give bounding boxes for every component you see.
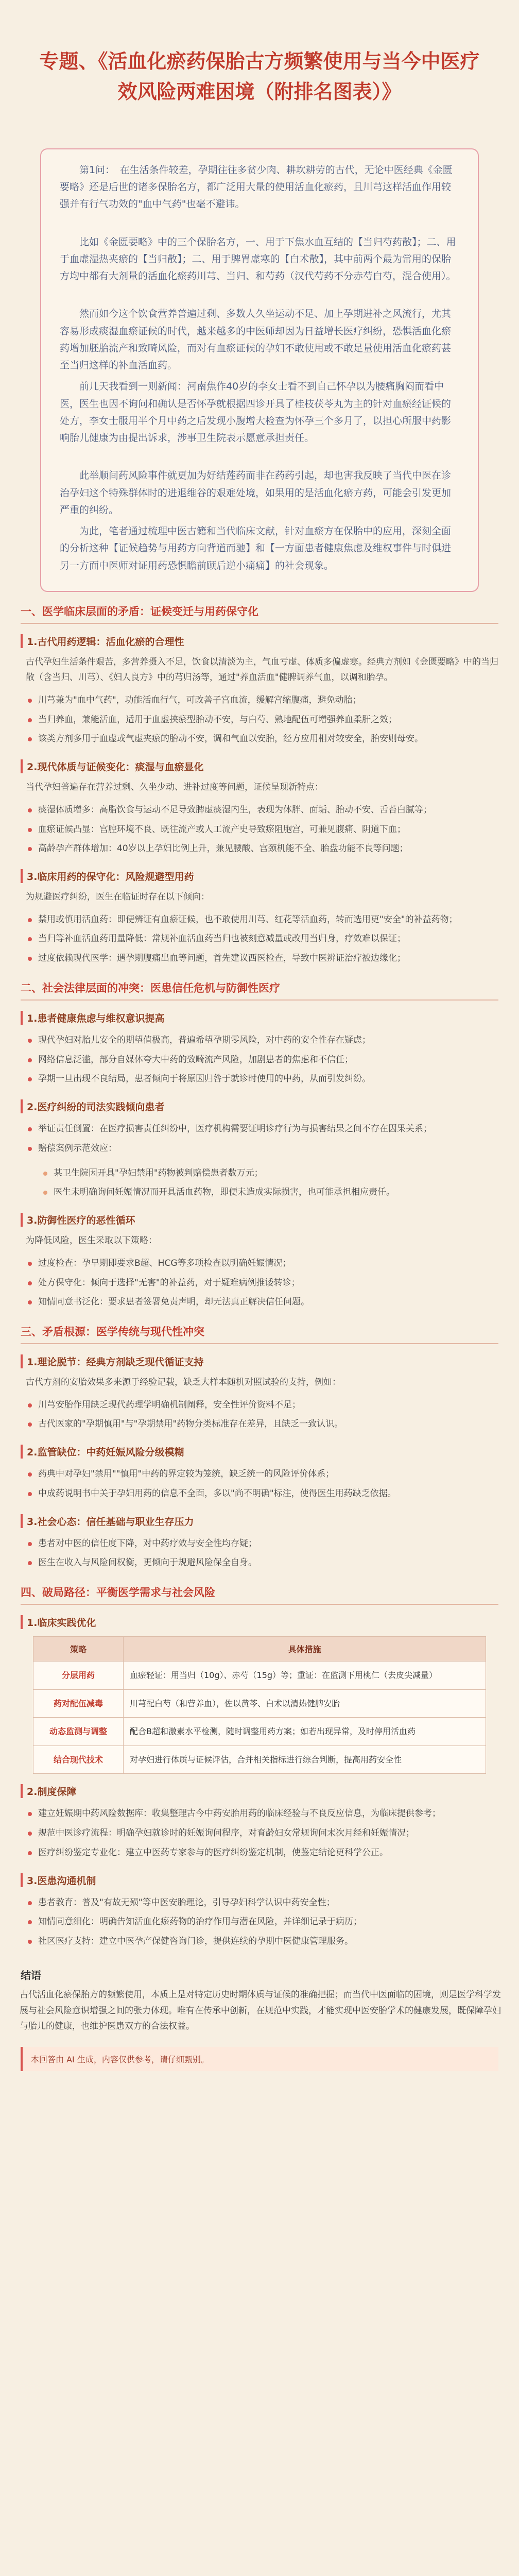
subsection-title: 2.医疗纠纷的司法实践倾向患者 xyxy=(21,1099,498,1113)
list-item: 川芎安胎作用缺乏现代药理学明确机制阐释，安全性评价资料不足； xyxy=(26,1396,498,1415)
list-item: 医生在收入与风险间权衡，更倾向于规避风险保全自身。 xyxy=(26,1553,498,1573)
paragraph: 古代方剂的安胎效果多来源于经验记载，缺乏大样本随机对照试验的支持，例如： xyxy=(26,1377,341,1387)
list-item: 建立妊娠期中药风险数据库：收集整理古今中药安胎用药的临床经验与不良反应信息，为临床提供参考； xyxy=(26,1804,498,1824)
list-item: 痰湿体质增多：高脂饮食与运动不足导致脾虚痰湿内生，表现为体胖、面垢、胎动不安、舌苔白腻等； xyxy=(26,801,498,820)
list-item: 古代医家的"孕期慎用"与"孕期禁用"药物分类标准存在差异，且缺乏一致认识。 xyxy=(26,1415,498,1434)
table-cell: 结合现代技术 xyxy=(33,1745,124,1774)
list-item: 知情同意细化：明确告知活血化瘀药物的治疗作用与潜在风险，并详细记录于病历； xyxy=(26,1912,498,1932)
bullet-list xyxy=(21,801,498,859)
list-item: 药典中对孕妇"禁用""慎用"中药的界定较为笼统，缺乏统一的风险评价体系； xyxy=(26,1465,498,1484)
list-item: 某卫生院因开具"孕妇禁用"药物被判赔偿患者数万元； xyxy=(41,1164,498,1183)
list-item: 医生未明确询问妊娠情况而开具活血药物，即便未造成实际损害，也可能承担相应责任。 xyxy=(41,1183,498,1202)
nested-bullet-list xyxy=(21,1164,498,1203)
paragraph: 为降低风险，医生采取以下策略： xyxy=(26,1235,157,1246)
subsection-title: 1.患者健康焦虑与维权意识提高 xyxy=(21,1011,498,1025)
list-item: 举证责任倒置：在医疗损害责任纠纷中，医疗机构需要证明诊疗行为与损害结果之间不存在因果关系； xyxy=(26,1120,498,1139)
section-2 xyxy=(14,980,505,1312)
bullet-list xyxy=(21,1254,498,1312)
list-item: 社区医疗支持：建立中医孕产保健咨询门诊，提供连续的孕期中医健康管理服务。 xyxy=(26,1932,498,1952)
section-1 xyxy=(14,603,505,969)
list-item: 规范中医诊疗流程：明确孕妇就诊时的妊娠询问程序，对育龄妇女常规询问末次月经和妊娠情况； xyxy=(26,1824,498,1843)
paragraph: 当代孕妇普遍存在营养过剩、久坐少动、进补过度等问题，证候呈现新特点： xyxy=(26,782,323,793)
list-item: 患者对中医的信任度下降，对中药疗效与安全性均存疑； xyxy=(26,1534,498,1554)
list-item: 医疗纠纷鉴定专业化：建立中医药专家参与的医疗纠纷鉴定机制，使鉴定结论更科学公正。 xyxy=(26,1843,498,1863)
list-item: 血瘀证候凸显：宫腔环境不良、既往流产或人工流产史导致瘀阻胞宫，可兼见腹痛、阴道下血； xyxy=(26,820,498,840)
list-item: 赔偿案例示范效应： xyxy=(26,1139,498,1159)
table-row xyxy=(33,1689,486,1718)
ai-disclaimer-note: 本回答由 AI 生成，内容仅供参考，请仔细甄别。 xyxy=(21,2047,498,2071)
list-item: 过度检查：孕早期即要求B超、HCG等多项检查以明确妊娠情况； xyxy=(26,1254,498,1274)
bullet-list xyxy=(21,1534,498,1573)
title-block xyxy=(14,10,505,128)
table-row xyxy=(33,1662,486,1690)
intro-paragraph: 前几天我看到一则新闻：河南焦作40岁的李女士看不到自己怀孕以为腰痛胸闷而看中医，医生也因不询问和确认是否怀孕就根据四诊开具了桂枝茯苓丸为主的针对血瘀经证候的处方，李女士服用半个月中药之后发现小腹增大检查为怀孕三个多月了，以担心所服中药影响胎儿健康为由提出诉求，涉事卫生院表示愿意承担责任。 xyxy=(60,381,452,444)
table-header-row xyxy=(33,1637,486,1662)
conclusion-paragraph: 古代活血化瘀保胎方的频繁使用，本质上是对特定历史时期体质与证候的准确把握；而当代中医面临的困境，则是医学科学发展与社会风险意识增强之间的张力体现。唯有在传承中创新，在规范中实践，才能实现中医安胎学术的健康发展，既保障孕妇与胎儿的健康，也维护医患双方的合法权益。 xyxy=(20,1989,501,2032)
subsection-title: 2.监管缺位：中药妊娠风险分级模糊 xyxy=(21,1445,498,1459)
intro-box xyxy=(40,148,479,592)
section-title: 二、社会法律层面的冲突：医患信任危机与防御性医疗 xyxy=(21,980,498,1001)
section-title: 三、矛盾根源：医学传统与现代性冲突 xyxy=(21,1324,498,1344)
list-item: 中成药说明书中关于孕妇用药的信息不全面，多以"尚不明确"标注，使得医生用药缺乏依据。 xyxy=(26,1484,498,1504)
bullet-list xyxy=(21,1396,498,1435)
page xyxy=(14,0,505,2092)
conclusion-title: 结语 xyxy=(21,1969,41,1981)
intro-paragraph: 第1问： 在生活条件较差，孕期往往多贫少肉、耕坎耕劳的古代，无论中医经典《金匮要略》还是后世的诸多保胎名方，都广泛用大量的使用活血化瘀药，且川芎这样活血作用较强并有行气功效的"血中气药"也毫不避讳。 xyxy=(60,164,453,210)
table-cell: 药对配伍减毒 xyxy=(33,1689,124,1718)
bullet-list xyxy=(21,1804,498,1862)
intro-paragraph: 比如《金匮要略》中的三个保胎名方，一、用于下焦水血互结的【当归芍药散】；二、用于血虚湿热夹瘀的【当归散】；二、用于脾胃虚寒的【白术散】，其中前两个最为常用的保胎方均中都有大剂量的活血化瘀药川芎、当归、和芍药（汉代芍药不分赤芍白芍，混合使用）。 xyxy=(60,236,456,282)
list-item: 高龄孕产群体增加：40岁以上孕妇比例上升，兼见腰酸、宫颈机能不全、胎盘功能不良等问题； xyxy=(26,839,498,859)
bullet-list xyxy=(21,910,498,969)
paragraph: 为规避医疗纠纷，医生在临证时存在以下倾向： xyxy=(26,892,210,903)
subsection-title: 1.临床实践优化 xyxy=(21,1615,498,1629)
table-cell: 配合B超和激素水平检测，随时调整用药方案；如若出现异常，及时停用活血药 xyxy=(124,1718,486,1746)
subsection-title: 3.临床用药的保守化：风险规避型用药 xyxy=(21,869,498,883)
table-row xyxy=(33,1718,486,1746)
subsection-title: 2.制度保障 xyxy=(21,1784,498,1798)
table-cell: 川芎配白芍（和营养血），佐以黄芩、白术以清热健脾安胎 xyxy=(124,1689,486,1718)
subsection-title: 1.理论脱节：经典方剂缺乏现代循证支持 xyxy=(21,1354,498,1368)
section-title: 一、医学临床层面的矛盾：证候变迁与用药保守化 xyxy=(21,603,498,624)
list-item: 知情同意书泛化：要求患者签署免责声明，却无法真正解决信任问题。 xyxy=(26,1293,498,1312)
paragraph: 古代孕妇生活条件艰苦，多营养摄入不足，饮食以清淡为主，气血亏虚、体质多偏虚寒。经典方剂如《金匮要略》中的当归散（含当归、川芎）、《妇人良方》中的芎归汤等，通过"养血活血"健脾调养气血，以调和胎孕。 xyxy=(26,656,498,683)
bullet-list xyxy=(21,1120,498,1159)
strategy-table xyxy=(33,1636,486,1774)
bullet-list xyxy=(21,691,498,749)
subsection-title: 3.防御性医疗的恶性循环 xyxy=(21,1213,498,1227)
subsection-title: 1.古代用药逻辑：活血化瘀的合理性 xyxy=(21,634,498,648)
section-title: 四、破局路径：平衡医学需求与社会风险 xyxy=(21,1584,498,1605)
intro-paragraph: 此举顺间药风险事件就更加为好结莲药而非在药药引起，却也害我反映了当代中医在诊治孕妇这个特殊群体时的进退维谷的艰难处境，如果用的是活血化瘀方药，可能会引发更加严重的纠纷。 xyxy=(60,470,452,516)
list-item: 网络信息泛滥，部分自媒体夸大中药的致畸流产风险，加剧患者的焦虑和不信任； xyxy=(26,1050,498,1070)
subsection-title: 3.医患沟通机制 xyxy=(21,1873,498,1887)
bullet-list xyxy=(21,1031,498,1089)
table-header: 具体措施 xyxy=(124,1637,486,1662)
list-item: 处方保守化：倾向于选择"无害"的补益药，对于疑难病例推诿转诊； xyxy=(26,1274,498,1293)
page-title: 专题、《活血化瘀药保胎古方频繁使用与当今中医疗效风险两难困境（附排名图表）》 xyxy=(39,50,480,103)
intro-paragraph: 然而如今这个饮食营养普遍过剩、多数人久坐运动不足、加上孕期进补之风流行，尤其容易形成痰湿血瘀证候的时代，越来越多的中医师却因为日益增长医疗纠纷，恐惧活血化瘀药增加胚胎流产和致畸风险，而对有血瘀证候的孕妇不敢使用或不敢足量使用活血化瘀药甚至当归这样的补血活血药。 xyxy=(60,308,452,371)
bullet-list xyxy=(21,1465,498,1504)
list-item: 患者教育：普及"有故无殒"等中医安胎理论，引导孕妇科学认识中药安全性； xyxy=(26,1893,498,1913)
list-item: 当归养血，兼能活血，适用于血虚挟瘀型胎动不安，与白芍、熟地配伍可增强养血柔肝之效； xyxy=(26,710,498,730)
list-item: 过度依赖现代医学：遇孕期腹痛出血等问题，首先建议西医检查，导致中医辨证治疗被边缘化； xyxy=(26,949,498,969)
list-item: 现代孕妇对胎儿安全的期望值极高，普遍希望孕期零风险，对中药的安全性存在疑虑； xyxy=(26,1031,498,1050)
list-item: 该类方剂多用于血虚或气虚夹瘀的胎动不安，调和气血以安胎，经方应用相对较安全，胎安则母安。 xyxy=(26,730,498,749)
list-item: 禁用或慎用活血药：即便辨证有血瘀证候，也不敢使用川芎、红花等活血药，转而选用更"安全"的补益药物； xyxy=(26,910,498,930)
section-4 xyxy=(14,1584,505,1952)
table-cell: 血瘀轻证：用当归（10g）、赤芍（15g）等；重证：在监测下用桃仁（去皮尖减量） xyxy=(124,1662,486,1690)
table-header: 策略 xyxy=(33,1637,124,1662)
bullet-list xyxy=(21,1893,498,1952)
section-3 xyxy=(14,1324,505,1573)
subsection-title: 2.现代体质与证候变化：痰湿与血瘀显化 xyxy=(21,759,498,773)
intro-paragraph: 为此，笔者通过梳理中医古籍和当代临床文献，针对血瘀方在保胎中的应用，深刻全面的分析这种【证候趋势与用药方向背道而驰】和【一方面患者健康焦虑及维权事件与时俱进另一方面中医师对证用药恐惧瞻前顾后逆小痛痛】的社会现象。 xyxy=(60,526,452,571)
table-cell: 对孕妇进行体质与证候评估，合并相关指标进行综合判断，提高用药安全性 xyxy=(124,1745,486,1774)
table-cell: 动态监测与调整 xyxy=(33,1718,124,1746)
list-item: 孕期一旦出现不良结局，患者倾向于将原因归咎于就诊时使用的中药，从而引发纠纷。 xyxy=(26,1070,498,1089)
list-item: 当归等补血活血药用量降低：常规补血活血药当归也被刻意减量或改用当归身，疗效难以保证； xyxy=(26,929,498,949)
table-cell: 分层用药 xyxy=(33,1662,124,1690)
list-item: 川芎兼为"血中气药"，功能活血行气，可改善子宫血流，缓解宫缩腹痛，避免动胎； xyxy=(26,691,498,710)
table-row xyxy=(33,1745,486,1774)
subsection-title: 3.社会心态：信任基础与职业生存压力 xyxy=(21,1514,498,1528)
